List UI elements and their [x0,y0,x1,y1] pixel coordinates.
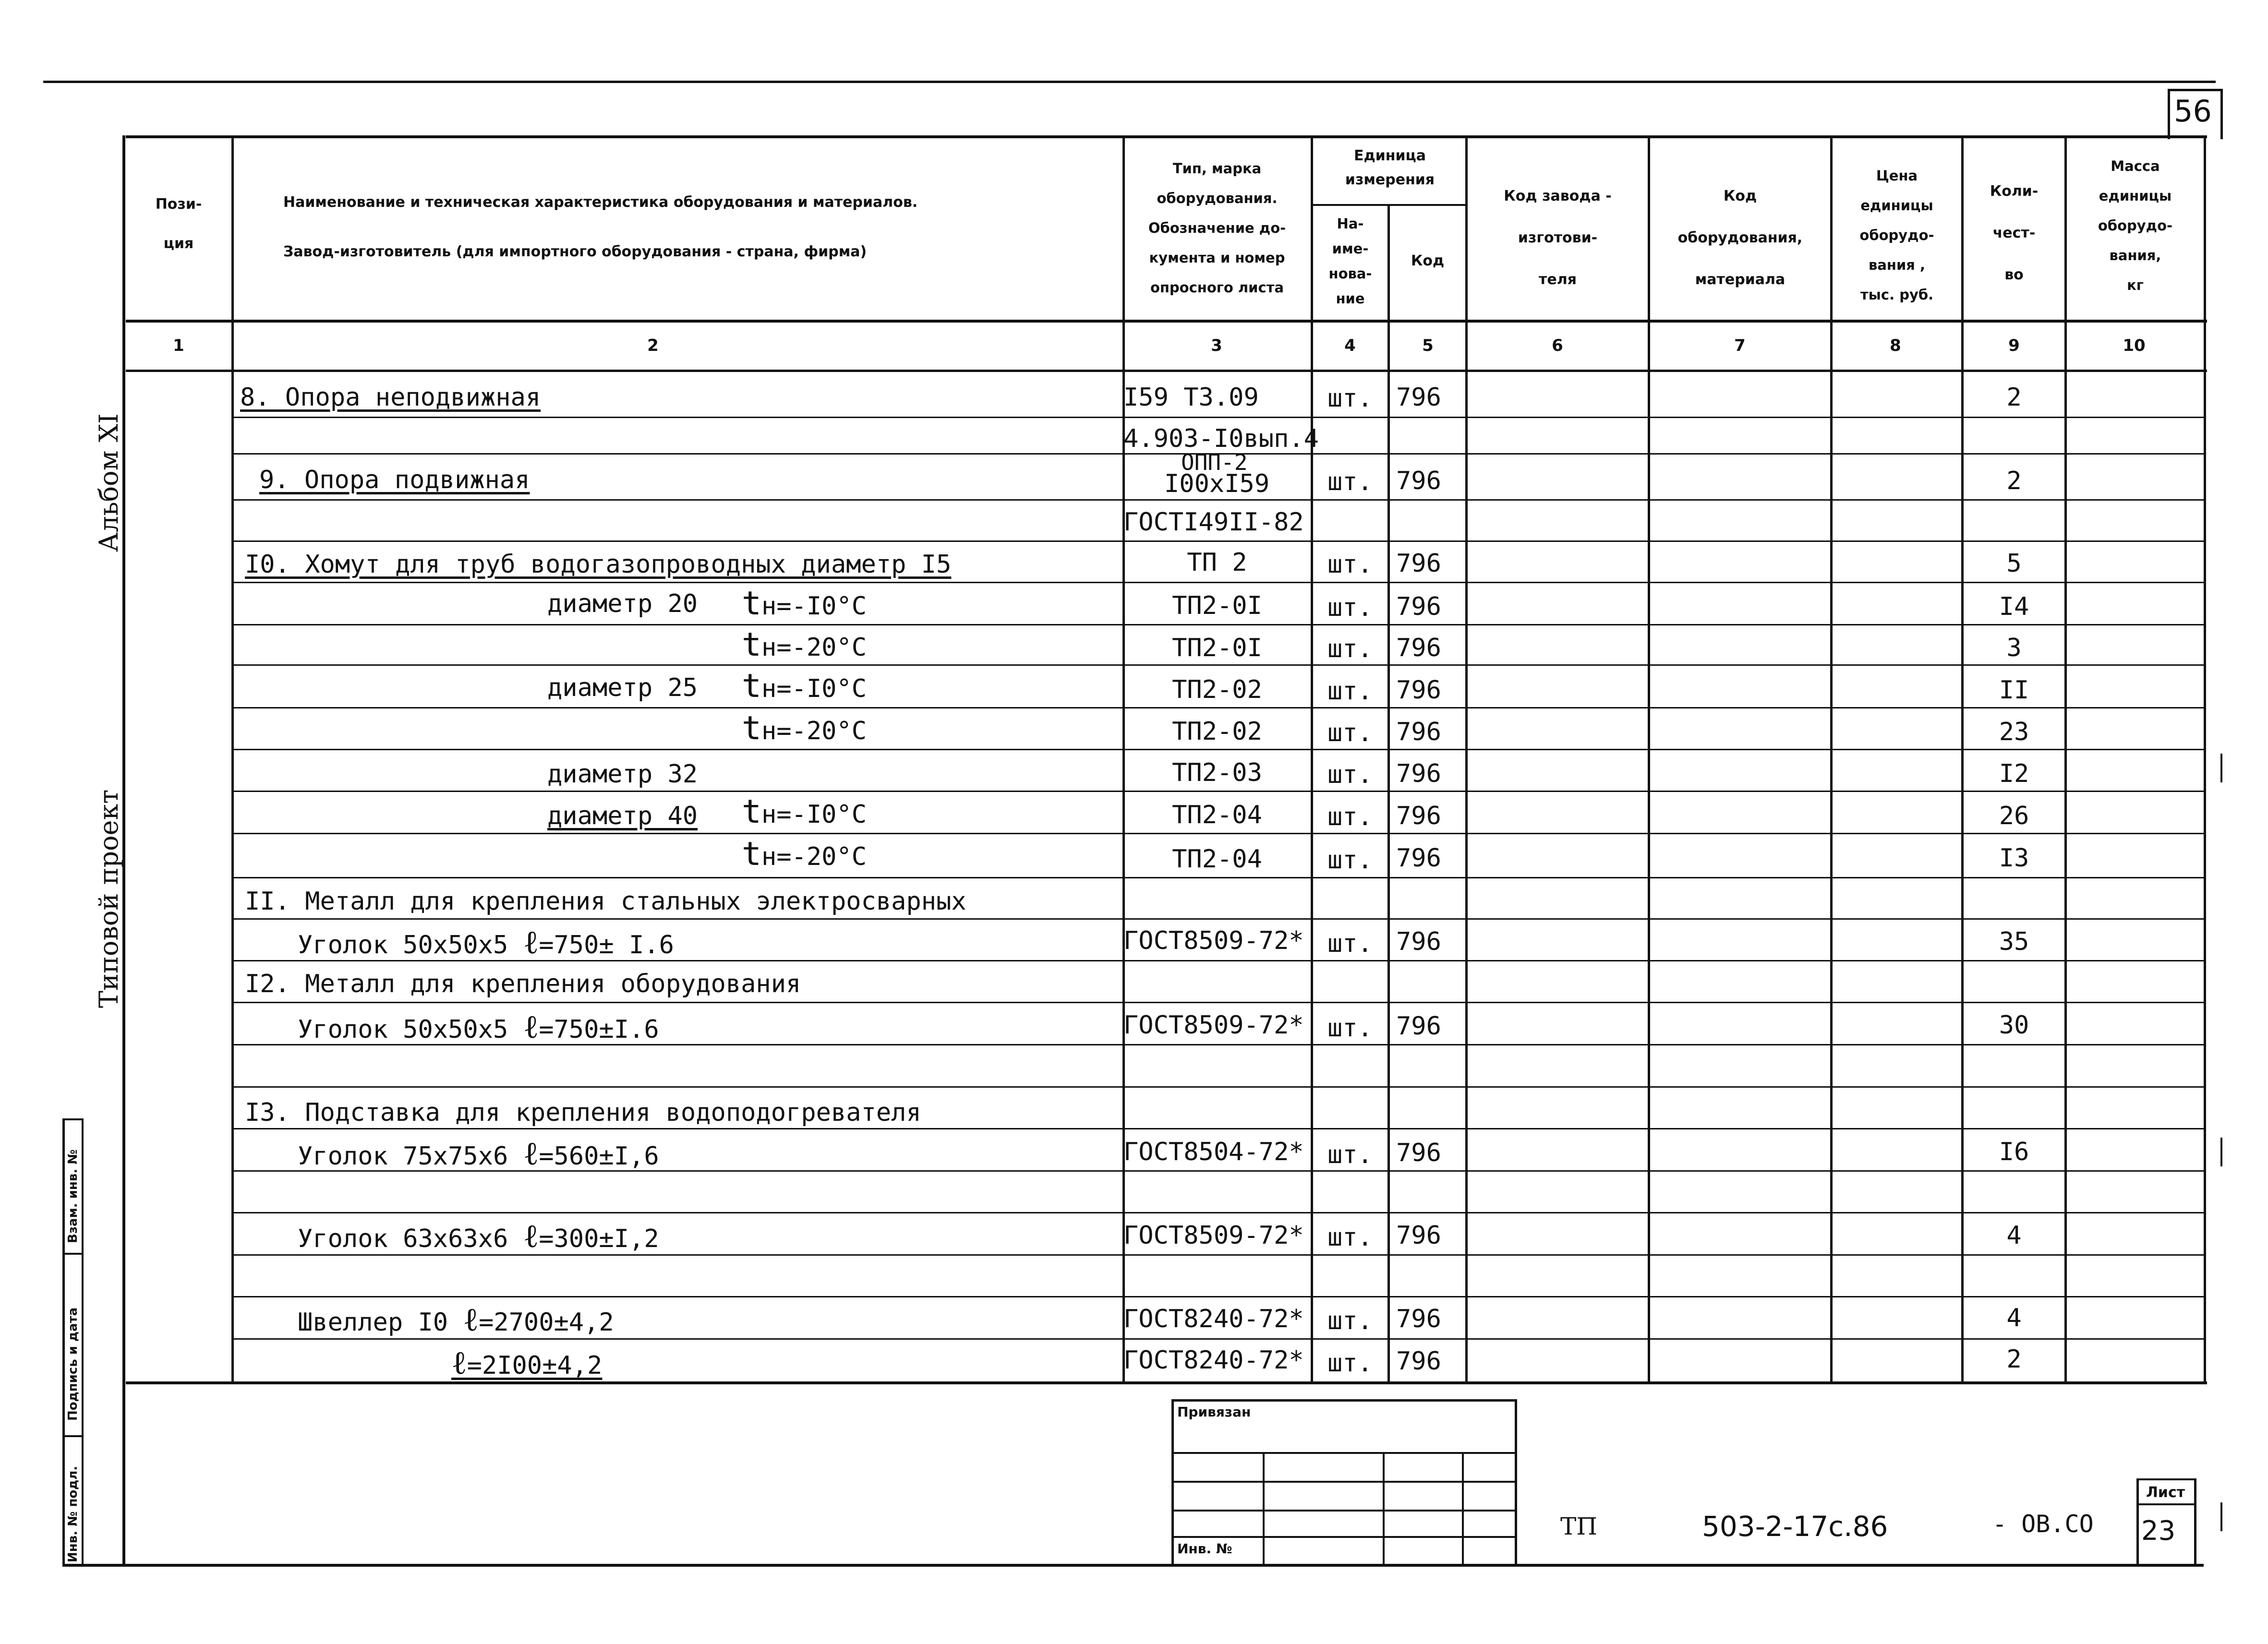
row-type: ТП 2 [1187,548,1247,577]
row-unit: шт. [1327,1140,1373,1169]
row-temperature: tн=-I0°С [742,585,867,623]
colnum-10: 10 [2123,336,2146,355]
row-code: 796 [1396,1305,1441,1333]
row-qty: 23 [1999,718,2029,746]
row-type: ТП2-0I [1172,591,1262,620]
row-type: ГОСТ8509-72* [1123,1221,1304,1250]
row-qty: 2 [2006,1345,2022,1374]
colnum-4: 4 [1344,336,1356,355]
row-unit: шт. [1327,593,1373,622]
row-unit: шт. [1327,1223,1373,1252]
row-qty: I3 [1999,844,2029,873]
row-code: 796 [1396,927,1441,956]
row-name: ℓ=2I00±4,2 [451,1344,603,1382]
row-name: Уголок 63x63x6 ℓ=300±I,2 [298,1217,659,1255]
titleblock-sheet: 23 [2141,1515,2176,1547]
row-code: 796 [1396,1221,1441,1250]
row-temperature: tн=-20°С [742,709,867,747]
titleblock-document: 503-2-17с.86 [1702,1510,1888,1543]
row-code: 796 [1396,718,1441,746]
row-code: 796 [1396,1347,1441,1376]
row-type: ОПП-2 [1181,449,1248,475]
header-quantity: Коли- чест- во [1990,183,2039,283]
titleblock-tp: ТП [1560,1512,1597,1540]
row-qty: 2 [2006,383,2022,412]
row-qty: II [1999,676,2029,705]
row-name: Уголок 75x75x6 ℓ=560±I,6 [298,1135,659,1173]
page-number: 56 [2174,94,2212,129]
row-type: ТП2-03 [1172,758,1262,787]
row-unit: шт. [1327,846,1373,875]
row-type: 4.903-I0вып.4 [1123,424,1319,453]
row-unit: шт. [1327,760,1373,789]
row-qty: 26 [1999,802,2029,830]
row-name: I2. Металл для крепления оборудования [245,970,801,998]
row-unit: шт. [1327,550,1373,579]
header-name: Наименование и техническая характеристика оборудования и материалов. Завод-изготовитель (для импортного оборудования - страна, фирма) [283,194,918,260]
header-position: Пози- ция [155,196,202,252]
header-unit-name: На- име- нова- ние [1328,216,1372,307]
row-temperature: tн=-20°С [742,835,867,873]
row-type: ГОСТ8509-72* [1123,1011,1304,1040]
row-unit: шт. [1327,468,1373,496]
colnum-9: 9 [2008,336,2020,355]
row-type: ГОСТ8509-72* [1123,926,1304,955]
stamp-podpis: Подпись и дата [66,1307,80,1421]
row-code: 796 [1396,844,1441,873]
stamp-vzam: Взам. инв. № [66,1149,80,1243]
row-unit: шт. [1327,1349,1373,1378]
row-type: ТП2-04 [1172,845,1262,874]
header-unit-code: Код [1411,252,1445,269]
colnum-2: 2 [647,336,659,355]
row-code: 796 [1396,467,1441,495]
row-qty: 4 [2006,1221,2022,1250]
header-equipment-code: Код оборудования, материала [1677,188,1803,288]
row-unit: шт. [1327,677,1373,706]
colnum-1: 1 [173,336,184,355]
stamp-inv-podl: Инв. № подл. [66,1465,80,1562]
row-temperature: tн=-I0°С [742,667,867,705]
row-unit: шт. [1327,384,1373,413]
row-temperature: tн=-20°С [742,626,867,664]
row-diameter: диаметр 40 [547,802,698,830]
header-unit: Единица измерения [1345,147,1435,188]
row-name: 8. Опора неподвижная [240,383,541,412]
row-qty: 30 [1999,1011,2029,1040]
side-label-album: Альбом XI [94,413,124,552]
titleblock-privyazan: Привязан [1177,1404,1251,1420]
row-name: I3. Подставка для крепления водоподогревателя [245,1098,921,1127]
titleblock-inv: Инв. № [1177,1541,1232,1557]
row-unit: шт. [1327,719,1373,747]
side-label-project: Типовой проект [94,789,124,1008]
row-type: I59 Т3.09 [1123,383,1259,412]
row-code: 796 [1396,634,1441,662]
row-type: ГОСТI49II-82 [1123,508,1304,537]
row-temperature: tн=-I0°С [742,793,867,831]
colnum-7: 7 [1734,336,1746,355]
row-diameter: диаметр 32 [547,760,698,789]
row-unit: шт. [1327,929,1373,958]
row-code: 796 [1396,802,1441,830]
row-qty: 4 [2006,1304,2022,1332]
row-unit: шт. [1327,803,1373,831]
row-code: 796 [1396,1012,1441,1041]
row-unit: шт. [1327,635,1373,663]
row-name: 9. Опора подвижная [259,466,530,494]
row-diameter: диаметр 25 [547,673,698,702]
row-code: 796 [1396,676,1441,705]
row-name: Швеллер I0 ℓ=2700±4,2 [298,1301,614,1339]
row-type: ТП2-02 [1172,717,1262,746]
row-code: 796 [1396,383,1441,412]
row-qty: 3 [2006,634,2022,662]
row-qty: 35 [1999,927,2029,956]
row-name: Уголок 50x50x5 ℓ=750± I.6 [298,924,674,961]
header-price: Цена единицы оборудо- вания , тыс. руб. [1859,168,1934,303]
header-factory-code: Код завода - изготови- теля [1504,188,1612,288]
row-unit: шт. [1327,1307,1373,1335]
row-type: ГОСТ8240-72* [1123,1346,1304,1375]
row-qty: I6 [1999,1138,2029,1166]
row-unit: шт. [1327,1014,1373,1043]
titleblock-sheet-label: Лист [2146,1484,2185,1501]
row-type: ГОСТ8504-72* [1123,1138,1304,1166]
row-name: II. Металл для крепления стальных электросварных [245,887,966,916]
row-qty: 5 [2006,549,2022,578]
row-name: I0. Хомут для труб водогазопроводных диаметр I5 [245,550,952,579]
row-type: ТП2-02 [1172,675,1262,704]
row-code: 796 [1396,592,1441,621]
colnum-6: 6 [1552,336,1563,355]
row-code: 796 [1396,549,1441,578]
row-qty: 2 [2006,467,2022,495]
row-code: 796 [1396,1139,1441,1167]
row-diameter: диаметр 20 [547,589,698,618]
titleblock-suffix: - ОВ.СО [1992,1510,2094,1538]
colnum-5: 5 [1422,336,1434,355]
colnum-3: 3 [1211,336,1222,355]
colnum-8: 8 [1890,336,1901,355]
header-mass: Масса единицы оборудо- вания, кг [2098,158,2173,293]
row-type: ТП2-0I [1172,634,1262,662]
row-code: 796 [1396,759,1441,788]
row-qty: I4 [1999,592,2029,621]
row-type: ТП2-04 [1172,801,1262,829]
row-type: ГОСТ8240-72* [1123,1305,1304,1333]
row-qty: I2 [1999,759,2029,788]
row-name: Уголок 50x50x5 ℓ=750±I.6 [298,1008,659,1046]
row-type-line2: I00xI59 [1164,469,1270,498]
header-type: Тип, марка оборудования. Обозначение до- кумента и номер опросного листа [1148,160,1286,296]
